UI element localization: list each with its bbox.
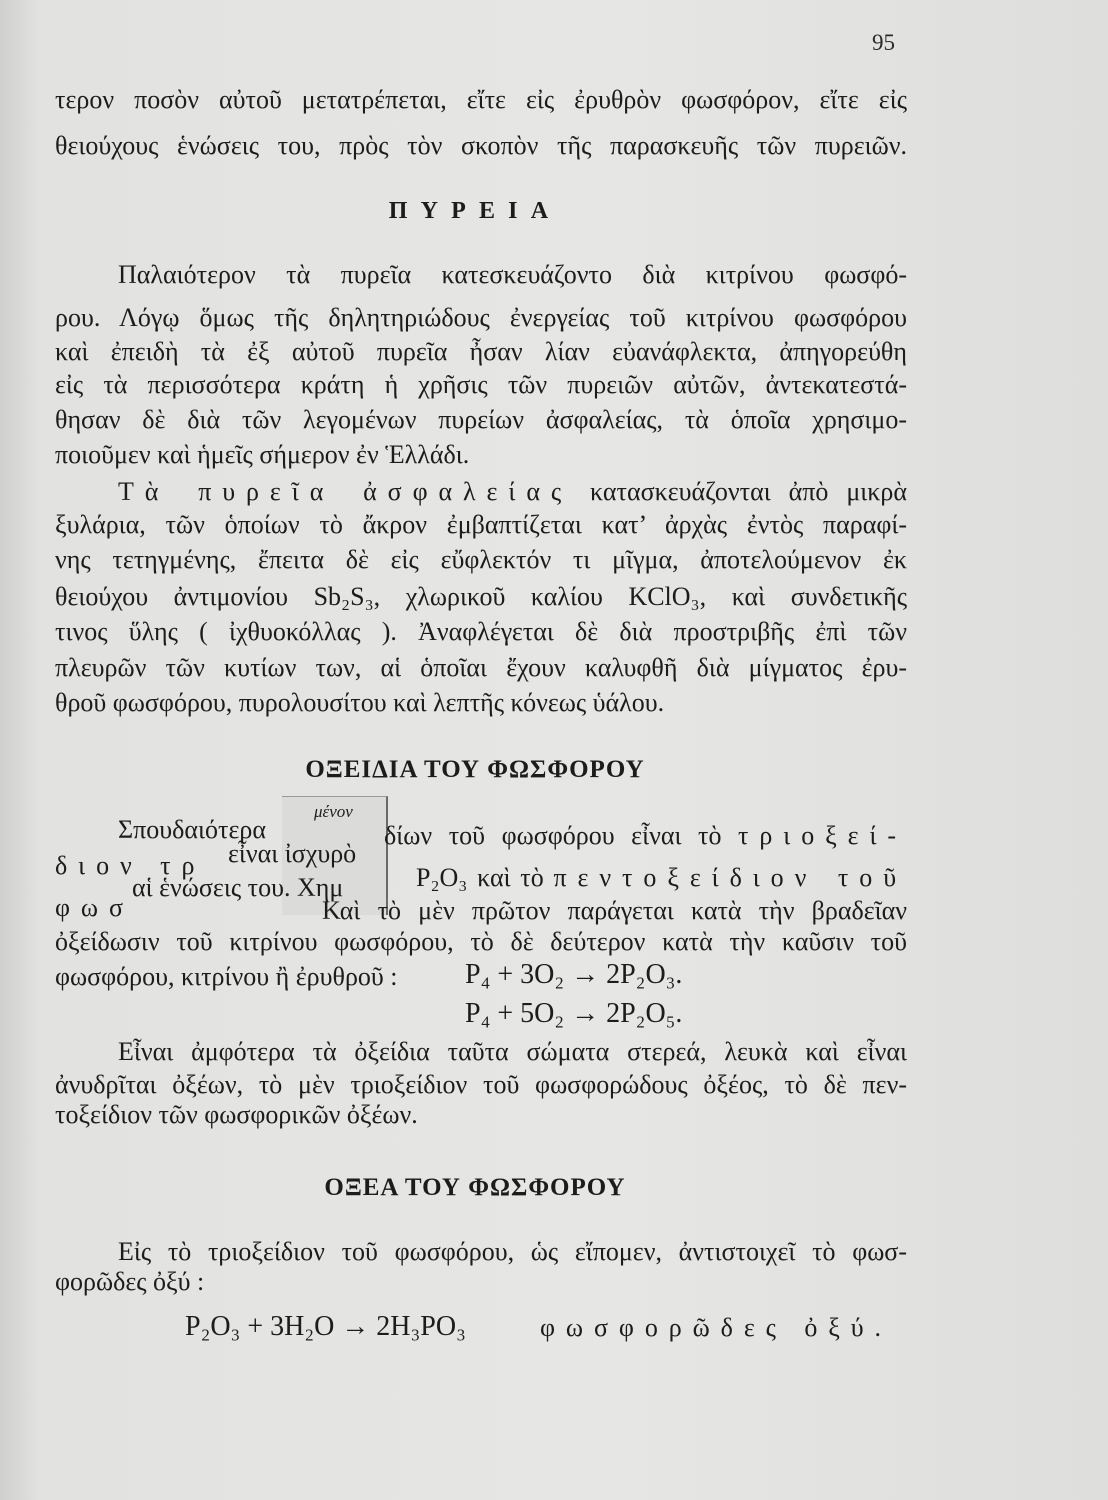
text-line: εἰς τὰ περισσότερα κράτη ἡ χρῆσις τῶν πυρειῶν αὐτῶν, ἀντεκατεστά- — [55, 370, 907, 399]
emphasized-term: φωσ — [55, 893, 134, 922]
text-line — [384, 820, 907, 852]
section-heading-acids: ΟΞΕΑ ΤΟΥ ΦΩΣΦΟΡΟΥ — [324, 1174, 626, 1201]
text-line: Παλαιότερον τὰ πυρεῖα κατεσκευάζοντο διὰ κιτρίνου φωσφό- — [118, 260, 907, 289]
text-line: θησαν δὲ διὰ τῶν λεγομένων πυρείων ἀσφαλείας, τὰ ὁποῖα χρησιμο- — [55, 405, 907, 434]
text-line: νης τετηγμένης, ἔπειτα δὲ εἰς εὔφλεκτόν τι μῖγμα, ἀποτελούμενον ἐκ — [55, 545, 907, 574]
text-run: δίων τοῦ φωσφόρου εἶναι τὸ — [384, 821, 722, 850]
chemical-equation: P₄ + 5O₂ → 2P₂O₅. — [465, 998, 683, 1029]
overlay-fragment: μένον — [314, 802, 353, 821]
text-line: Εἰς τὸ τριοξείδιον τοῦ φωσφόρου, ὡς εἴπομεν, ἀντιστοιχεῖ τὸ φωσ- — [118, 1237, 907, 1266]
text-line: φορῶδες ὀξύ : — [55, 1267, 205, 1296]
text-fragment: Σπουδαιότερα — [118, 815, 266, 844]
chemical-equation: P₂O₃ + 3H₂O → 2H₃PO₃ — [185, 1311, 466, 1342]
text-line — [118, 476, 907, 508]
text-line: ποιοῦμεν καὶ ἡμεῖς σήμερον ἐν Ἑλλάδι. — [55, 440, 470, 469]
text-line: ὀξείδωσιν τοῦ κιτρίνου φωσφόρου, τὸ δὲ δεύτερον κατὰ τὴν καῦσιν τοῦ — [55, 927, 907, 956]
text-line: ἀνυδρῖται ὀξέων, τὸ μὲν τριοξείδιον τοῦ φωσφορώδους ὀξέος, τὸ δὲ πεν- — [55, 1070, 907, 1099]
equation-label: φωσφορῶδες ὀξύ. — [540, 1313, 892, 1342]
text-run: κατασκευάζονται ἀπὸ μικρὰ — [590, 477, 907, 506]
emphasized-term: διον τρ — [55, 851, 206, 880]
overlay-fragment: αἱ ἑνώσεις του. Χημ — [132, 873, 344, 902]
text-run: P₂O₃ καὶ τὸ — [416, 863, 544, 892]
text-line: θειούχου ἀντιμονίου Sb₂S₃, χλωρικοῦ καλίου KClO₃, καὶ συνδετικῆς — [55, 582, 907, 611]
text-line: τινος ὕλης ( ἰχθυοκόλλας ). Ἀναφλέγεται δὲ διὰ προστριβῆς ἐπὶ τῶν — [55, 617, 907, 646]
text-line: τοξείδιον τῶν φωσφορικῶν ὀξέων. — [55, 1100, 418, 1129]
section-heading-oxides: ΟΞΕΙΔΙΑ ΤΟΥ ΦΩΣΦΟΡΟΥ — [305, 756, 645, 783]
text-line: Καὶ τὸ μὲν πρῶτον παράγεται κατὰ τὴν βραδεῖαν — [322, 896, 907, 925]
text-line: θειούχους ἑνώσεις του, πρὸς τὸν σκοπὸν τῆς παρασκευῆς τῶν πυρειῶν. — [55, 131, 907, 160]
text-line: θροῦ φωσφόρου, πυρολουσίτου καὶ λεπτῆς κόνεως ὑάλου. — [55, 688, 665, 717]
text-line: τερον ποσὸν αὐτοῦ μετατρέπεται, εἴτε εἰς ἐρυθρὸν φωσφόρον, εἴτε εἰς — [55, 85, 907, 114]
text-line: ξυλάρια, τῶν ὁποίων τὸ ἄκρον ἐμβαπτίζεται κατ’ ἀρχὰς ἐντὸς παραφί- — [55, 510, 907, 539]
text-line: καὶ ἐπειδὴ τὰ ἐξ αὐτοῦ πυρεῖα ἦσαν λίαν εὐανάφλεκτα, ἀπηγορεύθη — [55, 337, 907, 366]
text-line: Εἶναι ἀμφότερα τὰ ὀξείδια ταῦτα σώματα στερεά, λευκὰ καὶ εἶναι — [118, 1037, 907, 1066]
text-line: ρου. Λόγῳ ὅμως τῆς δηλητηριώδους ἐνεργείας τοῦ κιτρίνου φωσφόρου — [55, 303, 907, 332]
emphasized-term: πεντοξείδιον τοῦ — [553, 863, 908, 892]
page-number: 95 — [872, 30, 895, 55]
section-heading-pyreia: ΠΥΡΕΙΑ — [388, 198, 562, 224]
text-line — [416, 862, 907, 894]
emphasized-term: τριοξεί- — [738, 821, 907, 850]
overlay-fragment: εἶναι ἰσχυρὸ — [228, 839, 357, 868]
emphasized-term: Τὰ πυρεῖα ἀσφαλείας — [118, 477, 573, 506]
text-line: πλευρῶν τῶν κυτίων των, αἱ ὁποῖαι ἔχουν καλυφθῆ διὰ μίγματος ἐρυ- — [55, 653, 907, 682]
chemical-equation: P₄ + 3O₂ → 2P₂O₃. — [465, 959, 683, 990]
text-line: φωσφόρου, κιτρίνου ἢ ἐρυθροῦ : — [55, 962, 398, 991]
